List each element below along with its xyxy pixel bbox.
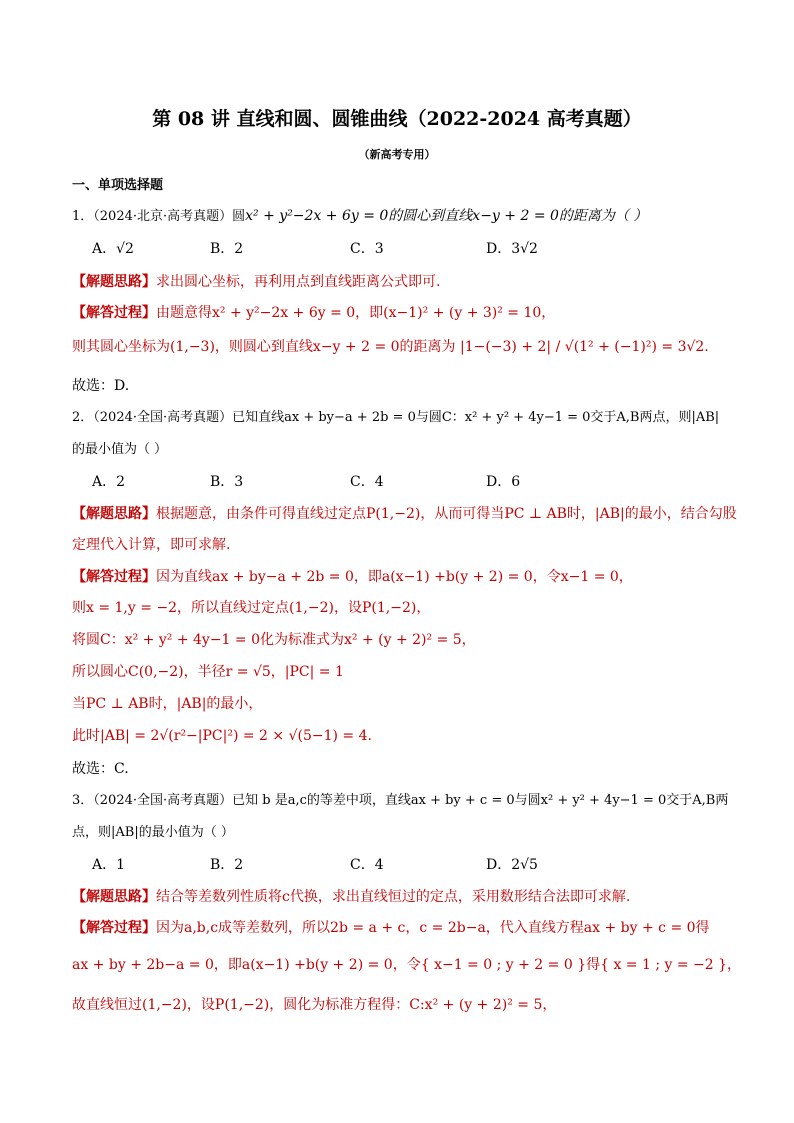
q1-process-1 <box>72 303 555 323</box>
q1-proc-text-1: 由题意得x² + y²−2x + 6y = 0，即(x−1)² + (y + 3)² = 10， <box>156 305 556 321</box>
q3-choice-b: B．2 <box>210 857 244 873</box>
q2-stem-2: 的最小值为（ ） <box>72 442 168 457</box>
q2-idea-1 <box>72 504 737 524</box>
q3-process-2: ax + by + 2b−a = 0，即a(x−1) +b(y + 2) = 0，令{ x−1 = 0 ; y + 2 = 0 }得{ x = 1 ; y = −2 }， <box>72 957 742 973</box>
q2-idea-tag: 【解题思路】 <box>72 506 156 522</box>
page-title: 第 08 讲 直线和圆、圆锥曲线（2022-2024 高考真题） <box>152 108 642 130</box>
q2-idea-text-1: 根据题意，由条件可得直线过定点P(1,−2)，从而可得当PC ⊥ AB时，|AB|的最小，结合勾股 <box>156 506 737 522</box>
q2-idea-2: 定理代入计算，即可求解. <box>72 537 231 553</box>
q2-process-6: 此时|AB| = 2√(r²−|PC|²) = 2 × √(5−1) = 4. <box>72 728 372 744</box>
q2-proc-text-1: 因为直线ax + by−a + 2b = 0，即a(x−1) +b(y + 2) = 0，令x−1 = 0， <box>156 569 633 585</box>
q2-process-3: 将圆C：x² + y² + 4y−1 = 0化为标准式为x² + (y + 2)² = 5， <box>72 632 476 648</box>
q3-idea-tag: 【解题思路】 <box>72 889 156 905</box>
q2-process-2: 则x = 1,y = −2，所以直线过定点(1,−2)，设P(1,−2)， <box>72 600 431 616</box>
q1-stem <box>72 206 647 227</box>
section-heading: 一、单项选择题 <box>72 178 164 193</box>
q3-idea <box>72 887 630 907</box>
q2-proc-tag: 【解答过程】 <box>72 569 156 585</box>
q3-proc-tag: 【解答过程】 <box>72 920 156 936</box>
q3-choice-d: D．2√5 <box>486 857 538 873</box>
q1-idea-text: 求出圆心坐标，再利用点到直线距离公式即可. <box>156 274 441 290</box>
q2-stem-1: 2．（2024·全国·高考真题）已知直线ax + by−a + 2b = 0与圆C：x² + y² + 4y−1 = 0交于A,B两点，则|AB| <box>72 410 720 425</box>
q1-stem-prefix: 1．（2024·北京·高考真题）圆 <box>72 209 246 224</box>
q2-choice-b: B．3 <box>210 474 244 490</box>
q2-process-5: 当PC ⊥ AB时，|AB|的最小， <box>72 696 263 712</box>
q3-process-3: 故直线恒过(1,−2)，设P(1,−2)，圆化为标准方程得：C:x² + (y + 2)² = 5， <box>72 997 557 1013</box>
q2-process-4: 所以圆心C(0,−2)，半径r = √5，|PC| = 1 <box>72 664 344 680</box>
q1-choice-c: C．3 <box>350 241 384 257</box>
q3-idea-text: 结合等差数列性质将c代换，求出直线恒过的定点，采用数形结合法即可求解. <box>156 889 631 905</box>
q3-stem-1: 3．（2024·全国·高考真题）已知 b 是a,c的等差中项，直线ax + by + c = 0与圆x² + y² + 4y−1 = 0交于A,B两 <box>72 793 729 808</box>
q1-choice-a: A．√2 <box>92 241 134 257</box>
q1-idea-tag: 【解题思路】 <box>72 274 156 290</box>
q3-process-1 <box>72 918 710 938</box>
q2-choice-a: A．2 <box>92 474 126 490</box>
page-subtitle: （新高考专用） <box>358 148 436 161</box>
q1-stem-rest: x² + y²−2x + 6y = 0的圆心到直线x−y + 2 = 0的距离为（ ） <box>245 208 648 224</box>
q2-choice-c: C．4 <box>350 474 384 490</box>
q3-choice-a: A．1 <box>92 857 126 873</box>
q3-proc-text-1: 因为a,b,c成等差数列，所以2b = a + c，c = 2b−a，代入直线方程ax + by + c = 0得 <box>156 920 710 936</box>
q3-choice-c: C．4 <box>350 857 384 873</box>
q1-answer: 故选：D. <box>72 378 130 394</box>
q1-idea <box>72 272 440 292</box>
q1-choice-b: B．2 <box>210 241 244 257</box>
q2-answer: 故选：C. <box>72 761 129 777</box>
q1-choice-d: D．3√2 <box>486 241 538 257</box>
q2-choice-d: D．6 <box>486 474 521 490</box>
q3-stem-2: 点，则|AB|的最小值为（ ） <box>72 825 234 840</box>
q1-process-2: 则其圆心坐标为(1,−3)，则圆心到直线x−y + 2 = 0的距离为 |1−(−3) + 2| / √(1² + (−1)²) = 3√2. <box>72 339 709 355</box>
q2-process-1 <box>72 567 633 587</box>
q1-proc-tag: 【解答过程】 <box>72 305 156 321</box>
